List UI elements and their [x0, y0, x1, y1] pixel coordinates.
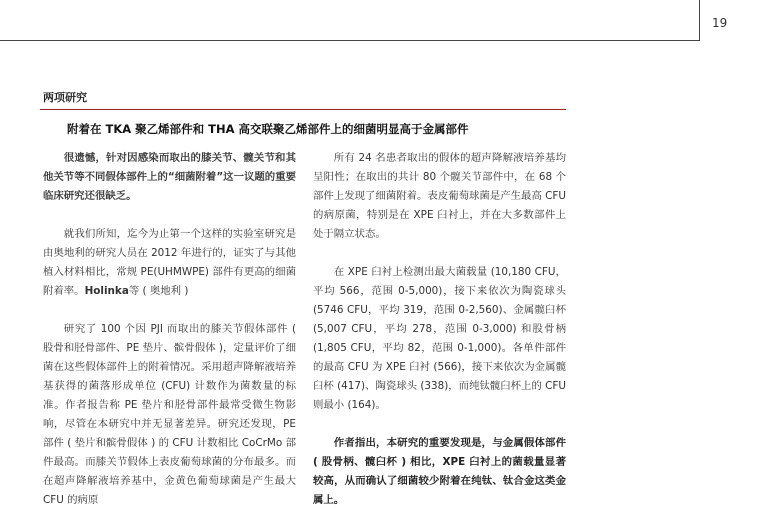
- section-rule: [40, 109, 566, 110]
- author-affiliation: 等 ( 奥地利 ): [128, 285, 189, 297]
- paragraph: 在 XPE 臼衬上检测出最大菌载量 (10,180 CFU，平均 566，范围 0-5,000)，接下来依次为陶瓷球头 (5746 CFU，平均 319，范围 0-2,560)、金属髋臼杯 (5,007 CFU，平均 278，范围 0-3,000) 和股骨柄 (1,805 CFU，平均 82，范围 0-1,000)。各单件部件的最高 CFU 为 XPE 臼衬 (566)，接下来依次为金属髋臼杯 (417)、陶瓷球头 (338)，而纯钛髋臼杯上的 CFU 则最小 (164)。: [313, 266, 566, 411]
- left-column: [43, 149, 296, 529]
- paragraph: [43, 225, 296, 301]
- right-column: [313, 149, 566, 529]
- paragraph: 研究了 100 个因 PJI 而取出的膝关节假体部件 ( 股骨和胫骨部件、PE 垫片、髌骨假体 )，定量评价了细菌在这些假体部件上的附着情况。采用超声降解液培养基获得的菌落形成单位 (CFU) 计数作为菌数量的标准。作者报告称 PE 垫片和胫骨部件最常受微生物影响，尽管在本研究中并无显著差异。研究还发现，PE 部件 ( 垫片和髌骨假体 ) 的 CFU 计数相比 CoCrMo 部件最高。而膝关节假体上表皮葡萄球菌的分布最多。而在超声降解液培养基中，金黄色葡萄球菌是产生最大 CFU 的病原: [43, 323, 296, 506]
- section-title: 两项研究: [43, 91, 87, 104]
- lead-paragraph: 很遗憾，针对因感染而取出的膝关节、髋关节和其他关节等不同假体部件上的“细菌附着”这一议题的重要临床研究还很缺乏。: [43, 152, 296, 202]
- conclusion-paragraph: 作者指出，本研究的重要发现是，与金属假体部件 ( 股骨柄、髋臼杯 ) 相比，XPE 臼衬上的菌载量显著较高，从而确认了细菌较少附着在纯钛、钛合金这类金属上。: [313, 437, 566, 506]
- header-rule: [0, 40, 700, 41]
- page-number: 19: [712, 16, 728, 30]
- paragraph-text: 就我们所知，迄今为止第一个这样的实验室研究是由奥地利的研究人员在 2012 年进行的，证实了与其他植入材料相比，常规 PE(UHMWPE) 部件有更高的细菌附着率。: [43, 228, 296, 297]
- author-name: Holinka: [84, 285, 129, 297]
- article-headline: 附着在 TKA 聚乙烯部件和 THA 高交联聚乙烯部件上的细菌明显高于金属部件: [67, 122, 469, 136]
- paragraph: 所有 24 名患者取出的假体的超声降解液培养基均呈阳性；在取出的共计 80 个髋关节部件中，在 68 个部件上发现了细菌附着。表皮葡萄球菌是产生最高 CFU 的病原菌，特别是在 XPE 臼衬上，并在大多数部件上处于隔立状态。: [313, 152, 566, 240]
- header-divider: [699, 0, 700, 41]
